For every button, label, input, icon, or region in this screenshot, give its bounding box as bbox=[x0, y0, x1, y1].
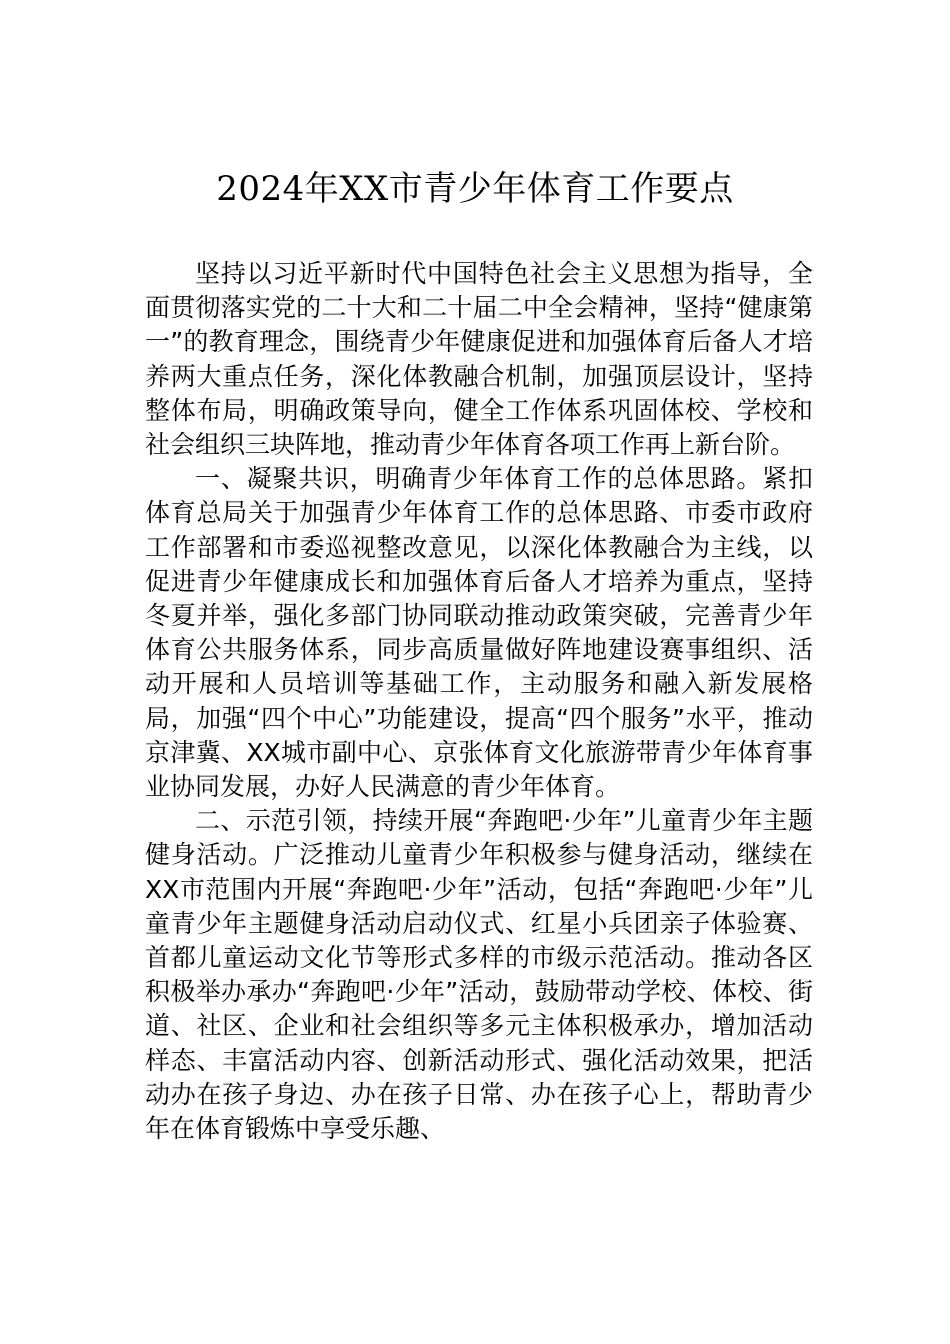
paragraph-section-2: 二、示范引领，持续开展“奔跑吧·少年”儿童青少年主题健身活动。广泛推动儿童青少年积极参与健身活动，继续在XX市范围内开展“奔跑吧·少年”活动，包括“奔跑吧·少年”儿童青少年主题健身活动启动仪式、红星小兵团亲子体验赛、首都儿童运动文化节等形式多样的市级示范活动。推动各区积极举办承办“奔跑吧·少年”活动，鼓励带动学校、体校、街道、社区、企业和社会组织等多元主体积极承办，增加活动样态、丰富活动内容、创新活动形式、强化活动效果，把活动办在孩子身边、办在孩子日常、办在孩子心上，帮助青少年在体育锻炼中享受乐趣、 bbox=[145, 806, 813, 1144]
paragraph-intro: 坚持以习近平新时代中国特色社会主义思想为指导，全面贯彻落实党的二十大和二十届二中全会精神，坚持“健康第一”的教育理念，围绕青少年健康促进和加强体育后备人才培养两大重点任务，深化体教融合机制，加强顶层设计，坚持整体布局，明确政策导向，健全工作体系巩固体校、学校和社会组织三块阵地，推动青少年体育各项工作再上新台阶。 bbox=[145, 259, 813, 460]
paragraph-section-1: 一、凝聚共识，明确青少年体育工作的总体思路。紧扣体育总局关于加强青少年体育工作的总体思路、市委市政府工作部署和市委巡视整改意见，以深化体教融合为主线，以促进青少年健康成长和加强体育后备人才培养为重点，坚持冬夏并举，强化多部门协同联动推动政策突破，完善青少年体育公共服务体系，同步高质量做好阵地建设赛事组织、活动开展和人员培训等基础工作，主动服务和融入新发展格局，加强“四个中心”功能建设，提高“四个服务”水平，推动京津冀、XX城市副中心、京张体育文化旅游带青少年体育事业协同发展，办好人民满意的青少年体育。 bbox=[145, 464, 813, 802]
document-body bbox=[145, 257, 813, 1146]
document-title: 2024年XX市青少年体育工作要点 bbox=[216, 169, 734, 209]
